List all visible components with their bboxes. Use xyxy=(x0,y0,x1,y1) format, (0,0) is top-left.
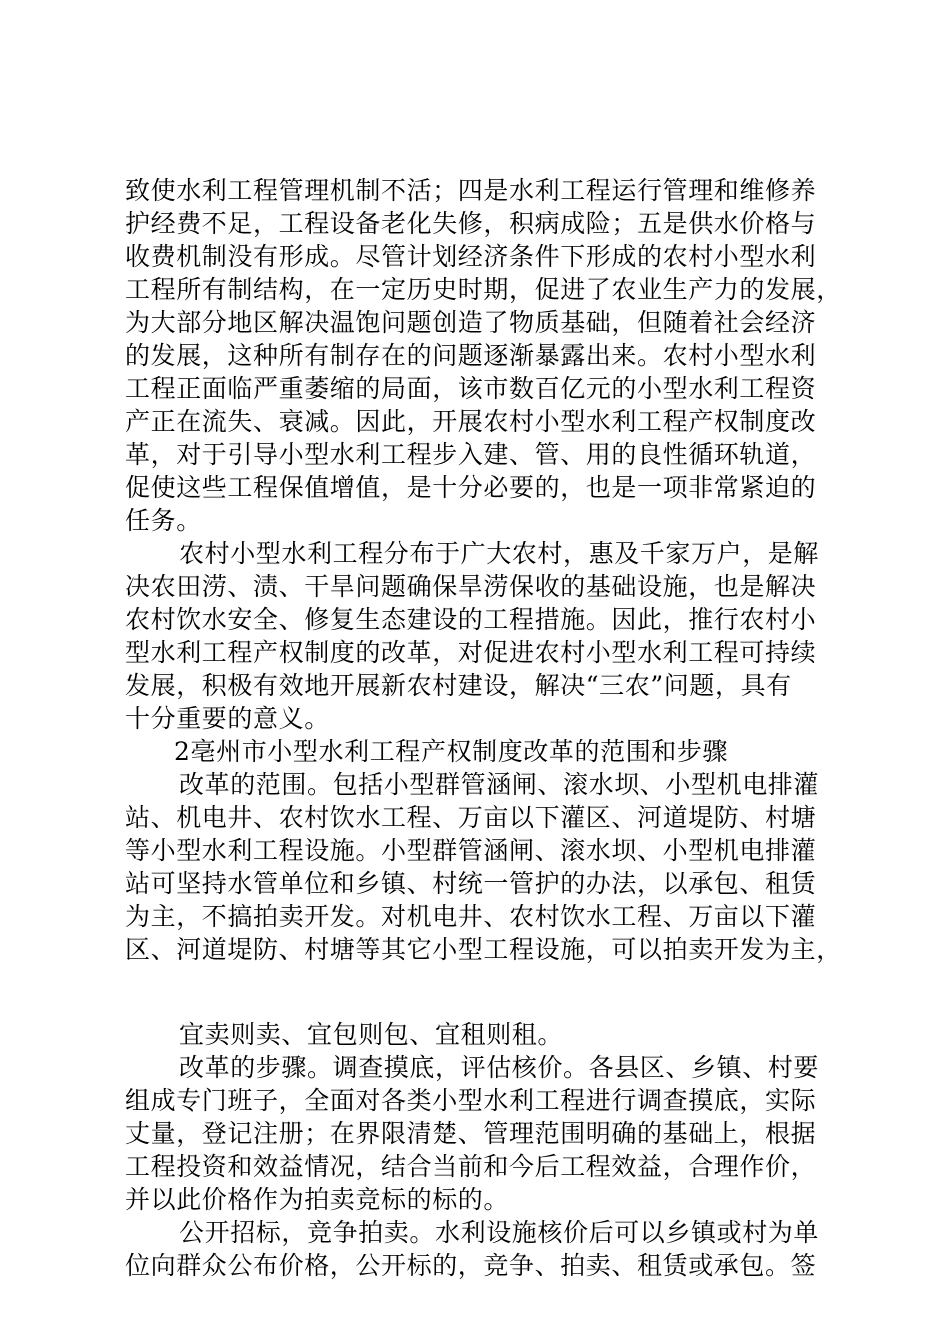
text-line: 农村饮水安全、修复生态建设的工程措施。因此，推行农村小 xyxy=(125,605,817,634)
text-line: 工程正面临严重萎缩的局面，该市数百亿元的小型水利工程资 xyxy=(125,374,817,403)
text-line: 为大部分地区解决温饱问题创造了物质基础，但随着社会经济 xyxy=(125,308,817,337)
text-line: 位向群众公布价格，公开标的，竞争、拍卖、租赁或承包。签 xyxy=(125,1251,817,1280)
text-line: 型水利工程产权制度的改革，对促进农村小型水利工程可持续 xyxy=(125,638,817,667)
text-line: 丈量，登记注册；在界限清楚、管理范围明确的基础上，根据 xyxy=(125,1119,817,1148)
text-line: 革，对于引导小型水利工程步入建、管、用的良性循环轨道， xyxy=(125,440,817,469)
text-line: 区、河道堤防、村塘等其它小型工程设施，可以拍卖开发为主， xyxy=(125,935,842,964)
text-line: 促使这些工程保值增值，是十分必要的，也是一项非常紧迫的 xyxy=(125,473,817,502)
text-line: 为主，不搞拍卖开发。对机电井、农村饮水工程、万亩以下灌 xyxy=(125,902,817,931)
text-line: 决农田涝、渍、干旱问题确保旱涝保收的基础设施，也是解决 xyxy=(125,572,817,601)
text-line: 站、机电井、农村饮水工程、万亩以下灌区、河道堤防、村塘 xyxy=(125,803,817,832)
section-heading: 2亳州市小型水利工程产权制度改革的范围和步骤 xyxy=(174,737,729,766)
text-line: 护经费不足，工程设备老化失修，积病成险；五是供水价格与 xyxy=(125,209,817,238)
paragraph-start-line: 改革的步骤。调查摸底，评估核价。各县区、乡镇、村要 xyxy=(179,1053,820,1082)
text-line: 收费机制没有形成。尽管计划经济条件下形成的农村小型水利 xyxy=(125,242,817,271)
text-line: 站可坚持水管单位和乡镇、村统一管护的办法，以承包、租赁 xyxy=(125,869,817,898)
text-line: 工程投资和效益情况，结合当前和今后工程效益，合理作价， xyxy=(125,1152,817,1181)
text-line: 等小型水利工程设施。小型群管涵闸、滚水坝、小型机电排灌 xyxy=(125,836,817,865)
text-line: 十分重要的意义。 xyxy=(125,704,330,733)
text-line: 发展，积极有效地开展新农村建设，解决“三农”问题，具有 xyxy=(125,671,792,700)
text-line: 并以此价格作为拍卖竞标的标的。 xyxy=(125,1185,510,1214)
paragraph-start-line: 农村小型水利工程分布于广大农村，惠及千家万户，是解 xyxy=(179,539,820,568)
text-line: 任务。 xyxy=(125,506,202,535)
text-line: 工程所有制结构，在一定历史时期，促进了农业生产力的发展， xyxy=(125,275,842,304)
paragraph-start-line: 公开招标，竞争拍卖。水利设施核价后可以乡镇或村为单 xyxy=(179,1218,820,1247)
text-line: 致使水利工程管理机制不活；四是水利工程运行管理和维修养 xyxy=(125,176,817,205)
text-line: 产正在流失、衰减。因此，开展农村小型水利工程产权制度改 xyxy=(125,407,817,436)
paragraph-start-line: 宜卖则卖、宜包则包、宜租则租。 xyxy=(179,1020,564,1049)
paragraph-start-line: 改革的范围。包括小型群管涵闸、滚水坝、小型机电排灌 xyxy=(179,770,820,799)
text-line: 的发展，这种所有制存在的问题逐渐暴露出来。农村小型水利 xyxy=(125,341,817,370)
text-line: 组成专门班子，全面对各类小型水利工程进行调查摸底，实际 xyxy=(125,1086,817,1115)
